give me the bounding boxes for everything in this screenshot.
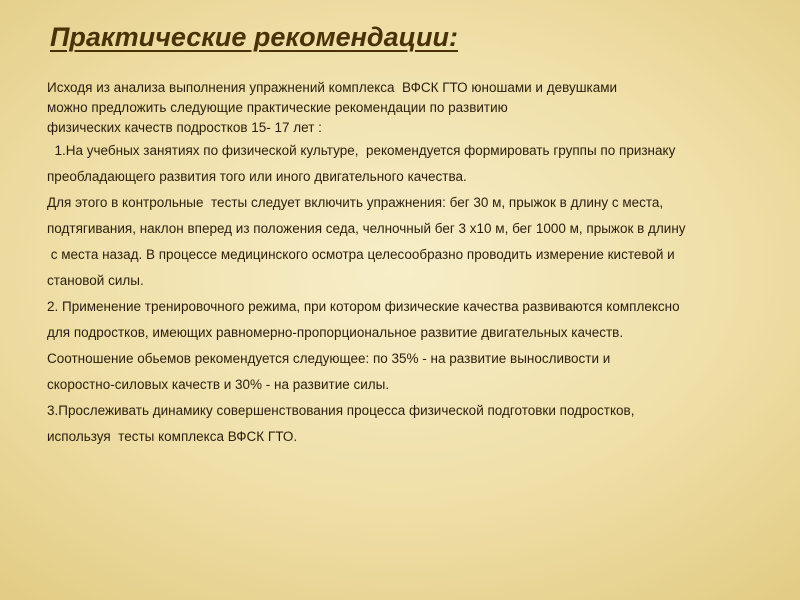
text-line: 3.Прослеживать динамику совершенствования процесса физической подготовки подростков, (47, 403, 635, 418)
text-line: для подростков, имеющих равномерно-пропорциональное развитие двигательных качеств. (47, 325, 624, 340)
text-line: подтягивания, наклон вперед из положения седа, челночный бег 3 х10 м, бег 1000 м, прыжок в длину (47, 221, 686, 236)
text-line: 1.На учебных занятиях по физической культуре, рекомендуется формировать группы по признаку (47, 143, 676, 158)
slide-title: Практические рекомендации: (50, 22, 459, 52)
text-line: 2. Применение тренировочного режима, при котором физические качества развиваются комплексно (47, 299, 680, 314)
text-line: физических качеств подростков 15- 17 лет : (47, 120, 322, 135)
text-line: становой силы. (47, 273, 144, 288)
text-line: преобладающего развития того или иного двигательного качества. (47, 169, 467, 184)
text-line: с места назад. В процессе медицинского осмотра целесообразно проводить измерение кистевой и (47, 247, 675, 262)
text-line: скоростно-силовых качеств и 30% - на развитие силы. (47, 377, 390, 392)
slide-body (47, 78, 787, 450)
text-line: Соотношение обьемов рекомендуется следующее: по 35% - на развитие выносливости и (47, 351, 611, 366)
text-line: можно предложить следующие практические рекомендации по развитию (47, 100, 508, 115)
text-line: Для этого в контрольные тесты следует включить упражнения: бег 30 м, прыжок в длину с места, (47, 195, 664, 210)
text-line: используя тесты комплекса ВФСК ГТО. (47, 429, 298, 444)
text-line: Исходя из анализа выполнения упражнений комплекса ВФСК ГТО юношами и девушками (47, 80, 618, 95)
